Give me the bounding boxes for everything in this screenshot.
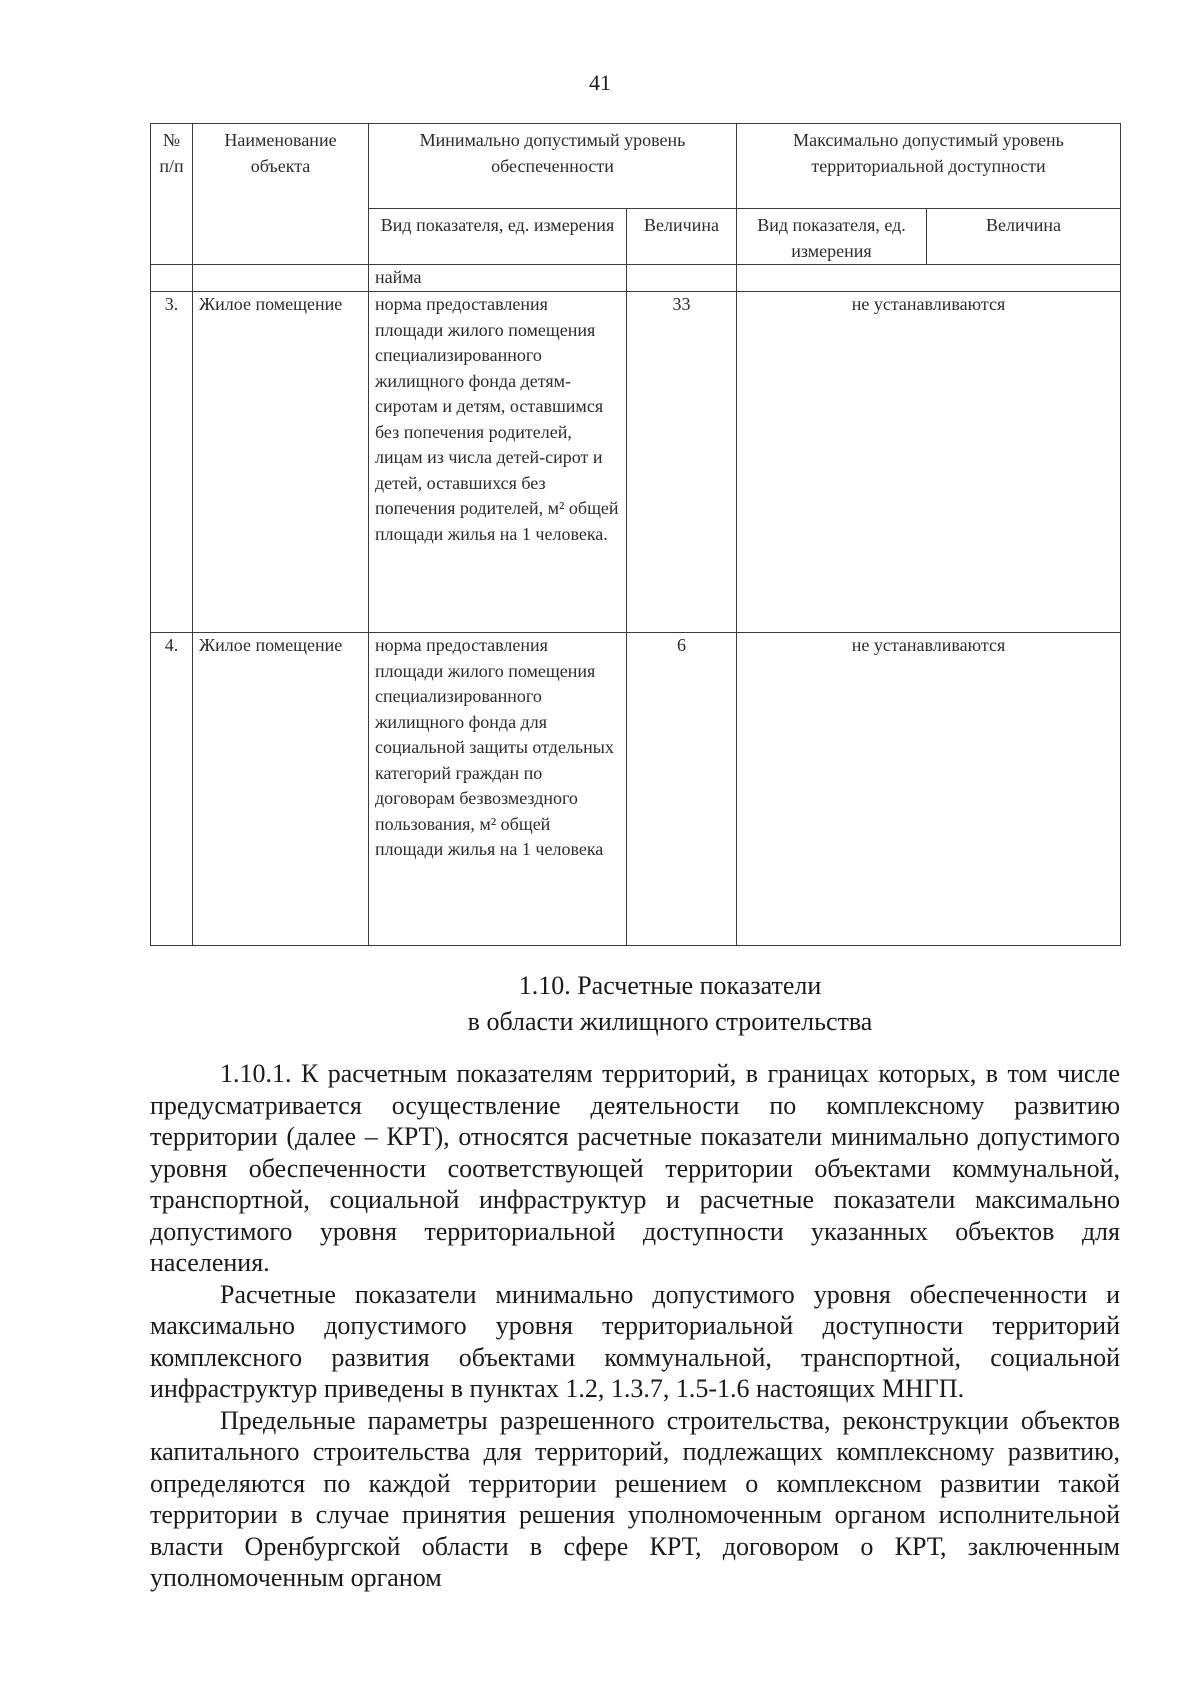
cell-indicator: норма предоставления площади жилого помещения специализированного жилищного фонда детям-сиротам и детям, оставшимся без попечения родителей, лицам из числа детей-сирот и детей, оставшихся без попечения родителей, м² общей площади жилья на 1 человека. (369, 292, 627, 633)
table-header-row (151, 124, 1121, 209)
section-title-line-2: в области жилищного строительства (467, 1007, 873, 1036)
cell-indicator: норма предоставления площади жилого помещения специализированного жилищного фонда для социальной защиты отдельных категорий граждан по договорам безвозмездного пользования, м² общей площади жилья на 1 человека (369, 633, 627, 946)
header-max-access: Максимально допустимый уровень территориальной доступности (737, 124, 1121, 209)
header-max-indicator: Вид показателя, ед. измерения (737, 209, 927, 265)
cell-name: Жилое помещение (193, 633, 369, 946)
cell-access: не устанавливаются (737, 292, 1121, 633)
cell-value: 6 (627, 633, 737, 946)
header-name: Наименование объекта (193, 124, 369, 265)
cell-indicator: найма (369, 265, 627, 292)
table-row (151, 633, 1121, 946)
body-text (150, 1058, 1120, 1594)
cell-num: 3. (151, 292, 193, 633)
table-row-continuation (151, 265, 1121, 292)
paragraph: Предельные параметры разрешенного строительства, реконструкции объектов капитального строительства для территорий, подлежащих комплексному развитию, определяются по каждой территории решением о комплексном развитии такой территории в случае принятия решения уполномоченным органом исполнительной власти Оренбургской области в сфере КРТ, договором о КРТ, заключенным уполномоченным органом (150, 1405, 1120, 1592)
cell-empty (627, 265, 737, 292)
page-number: 41 (589, 70, 611, 95)
paragraph: 1.10.1. К расчетным показателям территорий, в границах которых, в том числе предусматривается осуществление деятельности по комплексному развитию территории (далее – КРТ), относятся расчетные показатели минимально допустимого уровня обеспеченности соответствующей территории объектами коммунальной, транспортной, социальной инфраструктур и расчетные показатели максимально допустимого уровня территориальной доступности указанных объектов для населения. (150, 1059, 1120, 1277)
section-heading (0, 968, 1200, 1040)
paragraph: Расчетные показатели минимально допустимого уровня обеспеченности и максимально допустимого уровня территориальной доступности территорий комплексного развития объектами коммунальной, транспортной, социальной инфраструктур приведены в пунктах 1.2, 1.3.7, 1.5-1.6 настоящих МНГП. (150, 1279, 1120, 1403)
cell-num: 4. (151, 633, 193, 946)
header-min-level: Минимально допустимый уровень обеспеченности (369, 124, 737, 209)
section-title-line-1: 1.10. Расчетные показатели (518, 971, 822, 1000)
cell-empty (151, 265, 193, 292)
cell-name: Жилое помещение (193, 292, 369, 633)
header-num: № п/п (151, 124, 193, 265)
cell-empty (193, 265, 369, 292)
header-min-value: Величина (627, 209, 737, 265)
cell-value: 33 (627, 292, 737, 633)
norms-table (150, 123, 1121, 946)
header-max-value: Величина (927, 209, 1121, 265)
cell-empty (737, 265, 1121, 292)
cell-access: не устанавливаются (737, 633, 1121, 946)
table-row (151, 292, 1121, 633)
header-min-indicator: Вид показателя, ед. измерения (369, 209, 627, 265)
